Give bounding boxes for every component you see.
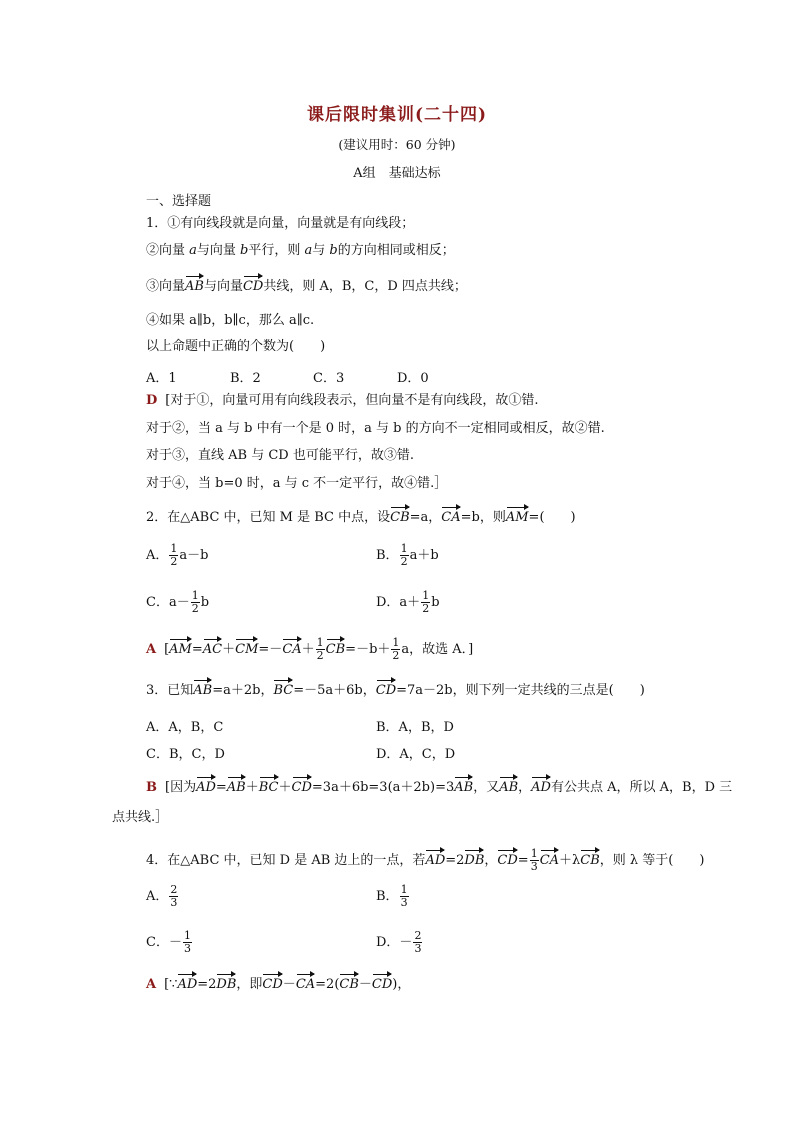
q1-option-a: A．1 bbox=[146, 371, 177, 386]
q4-stem: 4．在△ABC 中，已知 D 是 AB 边上的一点，若AD=2DB，CD= $\frac{1}{3}$ CA＋λCB，则 λ 等于( ) bbox=[146, 847, 705, 873]
q3-option-b: B．A，B，D bbox=[376, 720, 454, 735]
time-suggestion: (建议用时：60 分钟) bbox=[338, 137, 456, 152]
q1-option-c: C．3 bbox=[313, 371, 345, 386]
q2-option-b: B． $\frac{1}{2}$ a＋b bbox=[376, 542, 439, 568]
q2-option-a: A． $\frac{1}{2}$ a－b bbox=[146, 542, 209, 568]
q2-answer: A bbox=[146, 642, 157, 657]
q4-option-b: B． $\frac{1}{3}$ bbox=[376, 883, 408, 909]
page-title: 课后限时集训(二十四) bbox=[306, 105, 488, 125]
q3-option-a: A．A，B，C bbox=[146, 720, 224, 735]
q1-explanation-3: 对于③，直线 AB 与 CD 也可能平行，故③错. bbox=[146, 448, 414, 463]
q2-explanation: A [AM=AC＋CM=－CA＋ $\frac{1}{2}$ CB=－b＋ $\frac{1}{2}$ a，故选 A．] bbox=[146, 636, 474, 662]
q4-option-d: D．－ $\frac{2}{3}$ bbox=[376, 929, 422, 955]
q1-answer: D bbox=[146, 393, 158, 408]
q1-option-b: B．2 bbox=[230, 371, 261, 386]
q2-option-c: C．a－ $\frac{1}{2}$ b bbox=[146, 589, 210, 615]
section-heading: 一、选择题 bbox=[146, 194, 212, 209]
q4-answer: A bbox=[146, 977, 157, 992]
q3-explanation-2: 点共线.］ bbox=[112, 810, 169, 825]
q1-line4: ④如果 a∥b，b∥c，那么 a∥c. bbox=[146, 313, 315, 328]
q1-line2: ②向量 a与向量 b平行，则 a与 b的方向相同或相反； bbox=[146, 243, 455, 258]
q1-explanation-4: 对于④，当 b=0 时，a 与 c 不一定平行，故④错.］ bbox=[146, 476, 448, 491]
q4-explanation: A [∵AD=2DB，即CD－CA=2(CB－CD)， bbox=[146, 977, 411, 992]
q1-option-d: D．0 bbox=[397, 371, 429, 386]
q3-stem: 3．已知AB=a＋2b，BC=－5a＋6b，CD=7a－2b，则下列一定共线的三点是( ) bbox=[146, 683, 645, 698]
q1-explanation-1: D [对于①，向量可用有向线段表示，但向量不是有向线段，故①错. bbox=[146, 393, 539, 408]
q3-explanation-1: B [因为AD=AB＋BC＋CD=3a＋6b=3(a＋2b)=3AB，又AB，AD有公共点 A，所以 A，B，D 三 bbox=[146, 780, 733, 795]
q1-line3: ③向量AB与向量CD共线，则 A，B，C，D 四点共线； bbox=[146, 279, 467, 294]
group-heading: A组 基础达标 bbox=[353, 166, 441, 181]
q3-option-d: D．A，C，D bbox=[376, 747, 456, 762]
vector-ab: AB bbox=[185, 279, 204, 294]
q2-stem: 2．在△ABC 中，已知 M 是 BC 中点，设CB=a，CA=b，则AM=( ) bbox=[146, 510, 576, 525]
q1-line5: 以上命题中正确的个数为( ) bbox=[146, 339, 326, 354]
q4-option-a: A． $\frac{2}{3}$ bbox=[146, 883, 178, 909]
q1-explanation-2: 对于②，当 a 与 b 中有一个是 0 时，a 与 b 的方向不一定相同或相反，故②错. bbox=[146, 421, 605, 436]
q1-line1: 1．①有向线段就是向量，向量就是有向线段； bbox=[146, 216, 415, 231]
q4-option-c: C．－ $\frac{1}{3}$ bbox=[146, 929, 191, 955]
vector-cd: CD bbox=[242, 279, 264, 294]
q3-option-c: C．B，C，D bbox=[146, 747, 225, 762]
q3-answer: B bbox=[146, 780, 157, 795]
q2-option-d: D．a＋ $\frac{1}{2}$ b bbox=[376, 589, 440, 615]
